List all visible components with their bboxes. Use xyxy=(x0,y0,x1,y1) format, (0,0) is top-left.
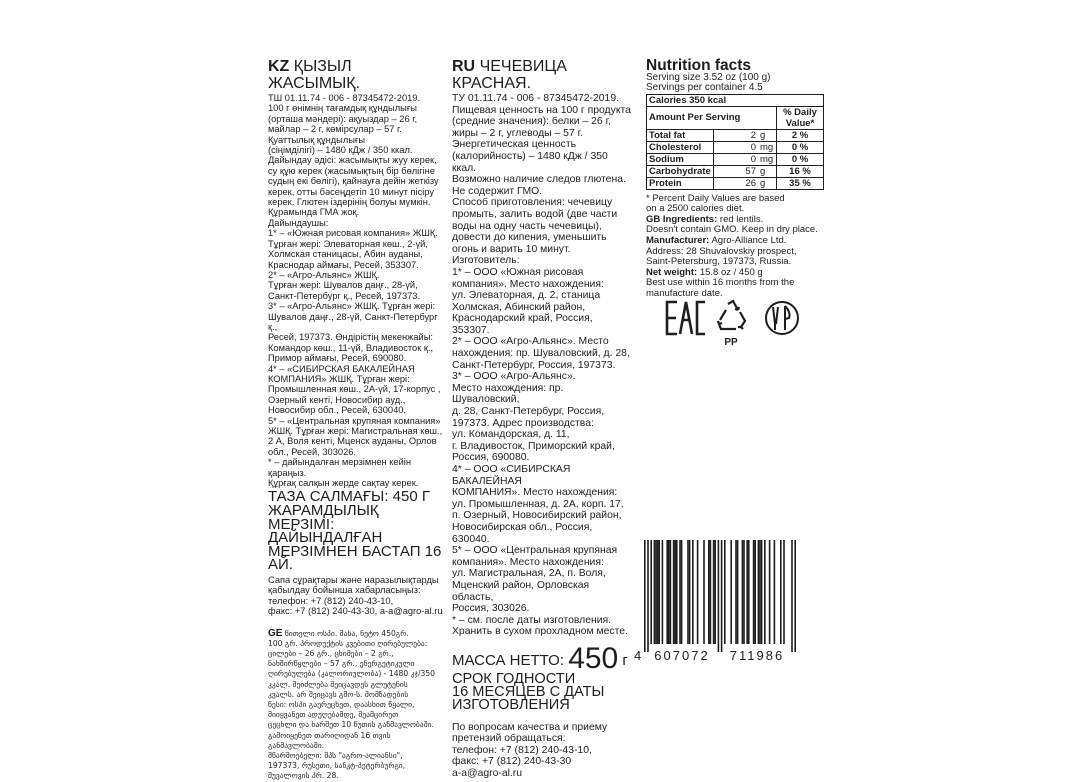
food-safe-icon xyxy=(766,302,798,334)
barcode-bar xyxy=(714,540,716,644)
barcode-bar xyxy=(780,540,782,644)
ge-body-text: წითელი ოსპი. მასა, ნეტო 450გრ. 100 გრ. პროდუქტის კვებითი ღირებულება: ცილები – 26 გრ., ცხიმები – 2 გრ., ნახშირწყლები – 57 გრ., ენერგეტიკული ღირებულება (კალორიულობა) - 1480 კჯ/350 კკალ. შეიძლება შეიცავდეს გლუტენის კვალს. არ შეიცავს გმო-ს. მომზადების წესი: ოსპი გაურეცხეთ, დაასხით წყალი, მიიყვანეთ ადუღებამდე, შეამცირეთ ცეცხლი და ხარშეთ 10 წუთის განმავლობაში. გამოიყენეთ თარიღიდან 16 თვის განმავლობაში. მწარმოებელი: შპს "აგრო-ალიანსი", 197373, რუსეთი, სანკტ-პეტერბურგი, შუვალოვის პრ. 28. xyxy=(268,628,436,781)
barcode-bar xyxy=(718,540,720,652)
barcode-bar xyxy=(676,540,678,644)
barcode-bar xyxy=(710,540,712,644)
barcode-bar xyxy=(692,540,694,644)
nutrition-title: Nutrition facts xyxy=(646,57,752,74)
nutrient-row: Protein 26 g 35 % xyxy=(647,177,824,189)
barcode-bar xyxy=(721,540,723,652)
barcode-bar xyxy=(759,540,761,644)
barcode-bar xyxy=(666,540,668,644)
eac-mark-icon xyxy=(667,302,705,334)
barcode-bar xyxy=(662,540,664,644)
barcode-bar xyxy=(679,540,681,644)
certification-icons xyxy=(665,298,805,348)
barcode-bar xyxy=(655,540,657,644)
barcode-bar xyxy=(650,540,652,644)
ge-code: GE xyxy=(268,627,283,639)
nutrient-row: Sodium 0 mg 0 % xyxy=(647,153,824,165)
gb-column xyxy=(646,58,826,300)
ru-net-mass: МАССА НЕТТО: 450 г xyxy=(452,641,628,675)
nutrition-header-row xyxy=(647,106,824,129)
calories-row xyxy=(647,94,824,106)
barcode-bar xyxy=(737,540,739,644)
barcode-right-digits: 711986 xyxy=(729,648,785,662)
barcode-first-digit: 4 xyxy=(634,648,642,662)
barcode-bar xyxy=(753,540,755,644)
nutrition-table xyxy=(646,94,824,190)
recycle-label: PP xyxy=(724,337,738,348)
amount-header: Amount Per Serving xyxy=(647,106,777,129)
barcode-bar xyxy=(647,540,649,652)
barcode-bar xyxy=(769,540,771,644)
barcode-bar xyxy=(742,540,744,644)
ru-body-text: ТУ 01.11.74 - 006 - 87345472-2019. Пищевая ценность на 100 г продукта (средние значения): белки – 26 г, жиры – 2 г, углеводы – 57 г. Энергетическая ценность (калорийность) – 1480 кДж / 350 ккал. Возможно наличие следов глютена. Не содержит ГМО. Способ приготовления: чечевицу промыть, залить водой (две части воды на одну часть чечевицы), довести до кипения, уменьшить огонь и варить 10 минут. Изготовитель: 1* – ООО «Южная рисовая компания». Место нахождения: ул. Элеваторная, д. 2, станица Холмская, Абинский район, Краснодарский край, Россия, 353307. 2* – ООО «Агро-Альянс». Место нахождения: пр. Шуваловский, д. 28, Санкт-Петербург, Россия, 197373. 3* – ООО «Агро-Альянс». Место нахождения: пр. Шуваловский, д. 28, Санкт-Петербург, Россия, 197373. Адрес производства: ул. Командорская, д. 11, г. Владивосток, Приморский край, Россия, 690080. 4* – ООО «СИБИРСКАЯ БАКАЛЕЙНАЯ КОМПАНИЯ». Место нахождения: ул. Промышленная, д. 2А, корп. 17, п. Озерный, Новосибирский район, Новосибирская обл., Россия, 630040. 5* – ООО «Центральная крупяная компания». Место нахождения: ул. Магистральная, 2А, п. Воля, Мценский район, Орловская область, Россия, 303026. * – см. после даты изготовления. Хранить в сухом прохладном месте. xyxy=(452,93,631,638)
ru-contact-info: По вопросам качества и приему претензий обращаться: телефон: +7 (812) 240-43-10, факс: +7 (812) 240-43-30 a-a@agro-al.ru xyxy=(452,721,608,779)
barcode-bar xyxy=(758,540,760,644)
barcode-bar xyxy=(708,540,710,644)
barcode-bar xyxy=(794,540,796,652)
kz-column xyxy=(268,58,448,782)
barcode-bar xyxy=(668,540,670,644)
kz-body-text: ТШ 01.11.74 - 006 - 87345472-2019. 100 г өнімнің тағамдық құндылығы (орташа мәндері): ақуыздар – 26 г, майлар – 2 г, көмірсулар – 57 г. Қуаттылық құндылығы (сіңімділігі) – 1480 кДж / 350 ккал. Дайындау әдісі: жасымықты жуу керек, су құю керек (жасымықтың бір бөлігіне судың екі бөлігі), қайнауға дейін жеткізу керек, отты бәсеңдетіп 10 минут пісіру керек. Глютен іздерінің болуы мүмкін. Құрамында ГМА жоқ. Дайындаушы: 1* – «Южная рисовая компания» ЖШҚ. Тұрған жері: Элеваторная көш., 2-үй, Холмская станицасы, Абин ауданы, Краснодар аймағы, Ресей, 353307. 2* – «Агро-Альянс» ЖШҚ. Тұрған жері: Шувалов даңғ., 28-үй, Санкт-Петербург қ., Ресей, 197373. 3* – «Агро-Альянс» ЖШҚ. Тұрған жері: Шувалов даңғ., 28-үй, Санкт-Петербург қ., Ресей, 197373. Өндірістің мекенжайы: Командор көш., 11-үй, Владивосток қ., Примор аймағы, Ресей, 690080. 4* – «СИБИРСКАЯ БАКАЛЕЙНАЯ КОМПАНИЯ» ЖШҚ. Тұрған жері: Промышленная көш., 2А-үй, 17-корпус , Озерный кенті, Новосибир ауд., Новосибир обл., Ресей, 630040. 5* – «Центральная крупяная компания» ЖШҚ. Тұрған жері: Магистральная көш., 2 А, Воля кенті, Мценск ауданы, Орлов обл., Ресей, 303026. * – дайындалған мерзімнен кейін қараңыз. Құрғақ салқын жерде сақтау керек. xyxy=(268,93,443,489)
barcode-bar xyxy=(761,540,763,644)
barcode-bar xyxy=(774,540,776,644)
nutrition-footnote: * Percent Daily Values are based on a 2500 calories diet. xyxy=(646,192,785,215)
daily-value-header: % Daily Value* xyxy=(777,106,824,129)
barcode-bar xyxy=(689,540,691,644)
barcode-bar xyxy=(681,540,683,644)
kz-net-weight: ТАЗА САЛМАҒЫ: 450 Г ЖАРАМДЫЛЫҚ МЕРЗІМІ: ДАЙЫНДАЛҒАН МЕРЗІМНЕН БАСТАП 16 АЙ. xyxy=(268,488,442,574)
ru-shelf-life: СРОК ГОДНОСТИ 16 МЕСЯЦЕВ С ДАТЫ ИЗГОТОВЛЕНИЯ xyxy=(452,670,605,714)
barcode-bar xyxy=(687,540,689,644)
barcode-bar xyxy=(658,540,660,644)
recycle-pp-icon xyxy=(718,301,745,348)
barcode-bar xyxy=(730,540,732,644)
barcode-bar xyxy=(673,540,675,644)
barcode-bar xyxy=(791,540,793,652)
nutrition-serving: Serving size 3.52 oz (100 g) Servings per container 4.5 xyxy=(646,72,771,93)
kz-contact-info: Сапа сұрақтары және наразылықтарды қабылдау бойынша хабарласыңыз: телефон: +7 (812) 240-43-10, факс: +7 (812) 240-43-30, a-a@agro-al.ru xyxy=(268,575,443,617)
barcode-bar xyxy=(657,540,659,644)
barcode-bar xyxy=(783,540,785,644)
barcode-bar xyxy=(654,540,656,644)
gb-text-block: GB Ingredients: red lentils. Doesn't contain GMO. Keep in dry place. Manufacturer: Agro-Alliance Ltd. Address: 28 Shuvalovskiy prospect, Saint-Petersburg, 197373, Russia. Net weight: 15.8 oz / 450 g Best use within 16 months from the manufacture date. xyxy=(646,213,818,299)
barcode-bar xyxy=(743,540,745,644)
barcode-bar xyxy=(644,540,646,652)
barcode xyxy=(632,540,804,662)
barcode-bar xyxy=(748,540,750,644)
barcode-bar xyxy=(764,540,766,644)
barcode-bar xyxy=(674,540,676,644)
barcode-bar xyxy=(754,540,756,644)
ge-text-block xyxy=(268,629,448,782)
ru-column xyxy=(452,58,632,779)
calories-cell: Calories 350 kcal xyxy=(647,94,824,106)
barcode-bar xyxy=(670,540,672,644)
ru-mass-value: 450 xyxy=(568,641,619,675)
nutrient-row: Carbohydrate 57 g 16 % xyxy=(647,165,824,177)
kz-title: KZ ҚЫЗЫЛ ЖАСЫМЫҚ. xyxy=(268,58,361,92)
nutrient-row: Cholesterol 0 mg 0 % xyxy=(647,141,824,153)
barcode-bar xyxy=(724,540,726,644)
barcode-left-digits: 607072 xyxy=(654,648,710,662)
barcode-bar xyxy=(713,540,715,644)
barcode-bar xyxy=(697,540,699,644)
nutrient-row: Total fat 2 g 2 % xyxy=(647,129,824,141)
barcode-bar xyxy=(746,540,748,644)
barcode-bars xyxy=(644,540,796,652)
barcode-bar xyxy=(735,540,737,644)
ru-title: RU ЧЕЧЕВИЦА КРАСНАЯ. xyxy=(452,58,567,92)
barcode-bar xyxy=(703,540,705,644)
